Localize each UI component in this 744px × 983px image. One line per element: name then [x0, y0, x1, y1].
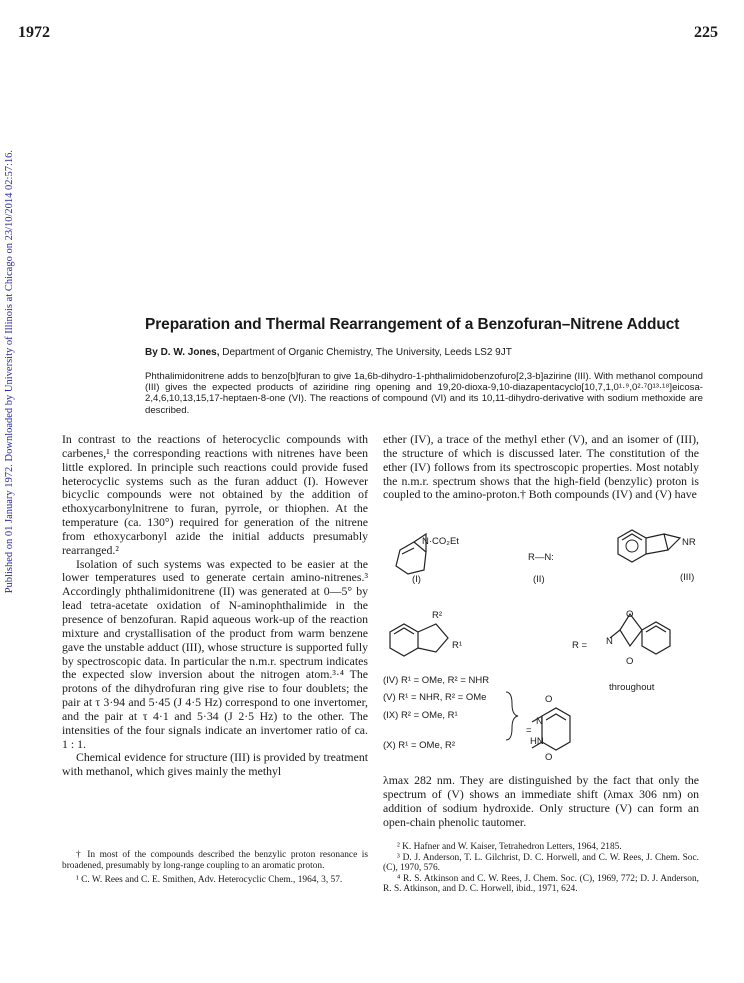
- by-word: By: [145, 347, 158, 358]
- compound-IX: (IX) R² = OMe, R¹: [383, 710, 458, 721]
- structure-II-label: (II): [533, 574, 545, 585]
- R-oxygen-bottom: O: [626, 656, 634, 667]
- compound-X: (X) R¹ = OMe, R²: [383, 740, 456, 751]
- footnotes-right: [383, 842, 699, 895]
- structure-IV-core: [390, 624, 448, 656]
- R-oxygen-top: O: [626, 609, 634, 620]
- fragment-HN: HN: [530, 736, 544, 747]
- fragment-O-bottom: O: [545, 752, 553, 763]
- substituent-R2: R²: [432, 610, 443, 621]
- footnote: ⁴ R. S. Atkinson and C. W. Rees, J. Chem. Soc. (C), 1969, 772; D. J. Anderson, R. S. Atkinson, and D. C. Horwell, ibid., 1971, 624.: [383, 873, 699, 895]
- throughout-note: throughout: [609, 682, 655, 693]
- equals-sign: =: [526, 725, 532, 736]
- phthalimide-R: [610, 614, 670, 654]
- body-paragraph: In contrast to the reactions of heterocyclic compounds with carbenes,¹ the corresponding reactions with nitrenes have been little explored. In principle such reactions could provide fused heterocyclic systems such as the furan adduct (I). However bicyclic compounds were not obtained by the addition of ethoxycarbonylnitrene to furan, pyrrole, or thiophen. At the temperature (ca. 130°) required for generation of the nitrene from ethoxycarbonyl azide the initial adducts presumably rearranged.²: [62, 432, 368, 557]
- body-paragraph: ether (IV), a trace of the methyl ether (V), and an isomer of (III), the structure of which is discussed later. The constitution of the ether (IV) follows from its spectroscopic properties. Most notably the n.m.r. spectrum shows that the high-field (benzylic) proton is coupled to the amino-proton.† Both compounds (IV) and (V) have: [383, 432, 699, 502]
- download-notice-text[interactable]: Published on 01 January 1972. Downloaded by University of Illinois at Chicago on 23/10/2014 02:57:16.: [4, 150, 15, 594]
- structure-III-label: (III): [680, 572, 695, 583]
- right-column-top: [383, 433, 699, 502]
- compound-V: (V) R¹ = NHR, R² = OMe: [383, 692, 487, 703]
- footnote: ¹ C. W. Rees and C. E. Smithen, Adv. Heterocyclic Chem., 1964, 3, 57.: [76, 875, 343, 886]
- R-definition: R =: [572, 640, 588, 651]
- footnotes-left: [62, 850, 368, 886]
- fragment-N: N: [536, 716, 543, 727]
- footnote: ³ D. J. Anderson, T. L. Gilchrist, D. C. Horwell, and C. W. Rees, J. Chem. Soc. (C), 1970, 576.: [383, 852, 699, 874]
- footnote: † In most of the compounds described the benzylic proton resonance is broadened, presumably by long-range coupling to an aromatic proton.: [62, 850, 368, 871]
- article-title: Preparation and Thermal Rearrangement of a Benzofuran–Nitrene Adduct: [145, 316, 680, 333]
- left-column: [62, 433, 368, 779]
- R-nitrogen: N: [606, 636, 613, 647]
- fragment-O-top: O: [545, 694, 553, 705]
- body-paragraph: Chemical evidence for structure (III) is provided by treatment with methanol, which gives mainly the methyl: [62, 750, 368, 779]
- journal-year: 1972: [18, 24, 50, 41]
- compound-IV: (IV) R¹ = OMe, R² = NHR: [383, 675, 490, 686]
- byline: [145, 347, 512, 358]
- right-column-bottom: [383, 774, 699, 829]
- download-notice[interactable]: [4, 150, 18, 870]
- body-paragraph: λmax 282 nm. They are distinguished by the fact that only the spectrum of (V) shows an immediate shift (λmax 306 nm) on addition of sodium hydroxide. Only structure (V) can form an open-chain phenolic tautomer.: [383, 773, 699, 829]
- structure-I-substituent: N·CO₂Et: [422, 536, 459, 547]
- structure-I-label: (I): [412, 574, 421, 585]
- structure-II-formula: R—N:: [528, 552, 554, 563]
- author-name: D. W. Jones,: [160, 347, 220, 358]
- structure-III-substituent: NR: [682, 537, 696, 548]
- structure-III: [618, 530, 680, 562]
- author-affiliation: Department of Organic Chemistry, The University, Leeds LS2 9JT: [222, 347, 512, 358]
- footnote: ² K. Hafner and W. Kaiser, Tetrahedron Letters, 1964, 2185.: [397, 842, 622, 852]
- abstract: Phthalimidonitrene adds to benzo[b]furan to give 1a,6b-dihydro-1-phthalimidobenzofuro[2,3-b]azirine (III). With methanol compound (III) gives the expected products of aziridine ring opening and 19,20-dioxa-9,10-diazapentacyclo[10,7,1,0¹·⁹,0²·⁷0¹³·¹⁸]eicosa-2,4,6,10,13,15,17-heptaen-8-one (VI). The reactions of compound (VI) and its 10,11-dihydro-derivative with sodium methoxide are described.: [145, 371, 703, 416]
- substituent-R1: R¹: [452, 640, 463, 651]
- page-number: 225: [694, 24, 718, 41]
- body-paragraph: Isolation of such systems was expected to be easier at the lower temperatures used to generate certain amino-nitrenes.³ Accordingly phthalimidonitrene (II) was generated at 0—5° by lead tetra-acetate oxidation of N-aminophthalimide in the presence of benzofuran. Rapid aqueous work-up of the reaction mixture and crystallisation of the product from warm benzene gave the unstable adduct (III), whose structure is supported fully by spectroscopic data. In particular the n.m.r. spectrum indicates the expected slow inversion about the nitrogen atom.³·⁴ The protons of the dihydrofuran ring give rise to four doublets; the pair at τ 3·94 and 5·45 (J 4·5 Hz) correspond to one invertomer, and the pair at τ 4·1 and 5·34 (J 2·5 Hz) to the other. The intensities of the four signals indicate an invertomer ratio of ca. 1 : 1.: [62, 556, 368, 751]
